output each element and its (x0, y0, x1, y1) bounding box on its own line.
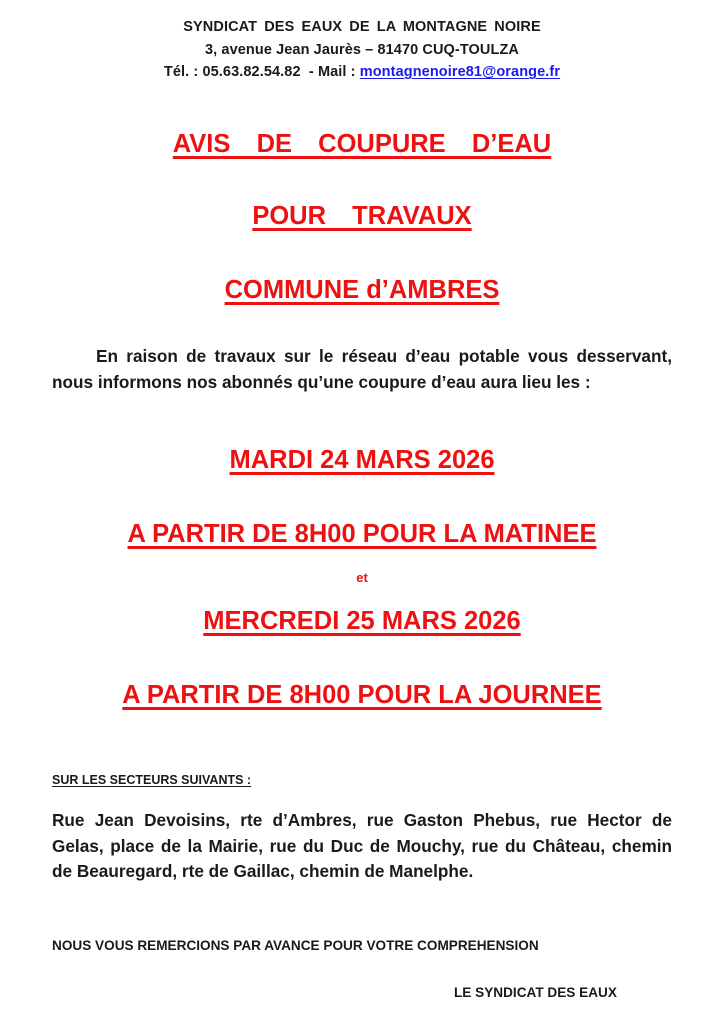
date-1 (0, 445, 724, 475)
contact-line (0, 63, 724, 81)
sectors-streets: Rue Jean Devoisins, rte d’Ambres, rue Gaston Phebus, rue Hector de Gelas, place de la Mairie, rue du Duc de Mouchy, rue du Château, chemin de Beauregard, rte de Gaillac, chemin de Manelphe. (52, 810, 672, 881)
time-1 (0, 519, 724, 549)
time-2 (0, 680, 724, 710)
intro-text: En raison de travaux sur le réseau d’eau potable vous desservant, nous informons nos abonnés qu’une coupure d’eau aura lieu les : (52, 346, 672, 392)
time-2-text: A PARTIR DE 8H00 POUR LA JOURNEE (122, 681, 602, 709)
commune-heading-text: COMMUNE d’AMBRES (224, 276, 500, 304)
signature: LE SYNDICAT DES EAUX (454, 985, 617, 1000)
date-2-text: MERCREDI 25 MARS 2026 (203, 607, 521, 635)
date-1-text: MARDI 24 MARS 2026 (229, 446, 495, 474)
organization-name: SYNDICAT DES EAUX DE LA MONTAGNE NOIRE (183, 19, 541, 35)
notice-subtitle-text: POUR TRAVAUX (252, 202, 472, 230)
notice-title (0, 129, 724, 159)
sectors-label: SUR LES SECTEURS SUIVANTS : (52, 773, 252, 787)
intro-paragraph (52, 344, 672, 395)
thanks-text: NOUS VOUS REMERCIONS PAR AVANCE POUR VOTRE COMPREHENSION (52, 938, 539, 953)
conjunction-et: et (356, 570, 368, 585)
notice-title-text: AVIS DE COUPURE D’EAU (172, 130, 552, 158)
phone-text: Tél. : 05.63.82.54.82 - Mail : (163, 64, 360, 80)
notice-subtitle (0, 201, 724, 231)
date-2 (0, 606, 724, 636)
commune-heading (0, 275, 724, 305)
email-link[interactable]: montagnenoire81@orange.fr (359, 64, 561, 80)
time-1-text: A PARTIR DE 8H00 POUR LA MATINEE (127, 520, 597, 548)
organization-address: 3, avenue Jean Jaurès – 81470 CUQ-TOULZA (204, 42, 519, 58)
